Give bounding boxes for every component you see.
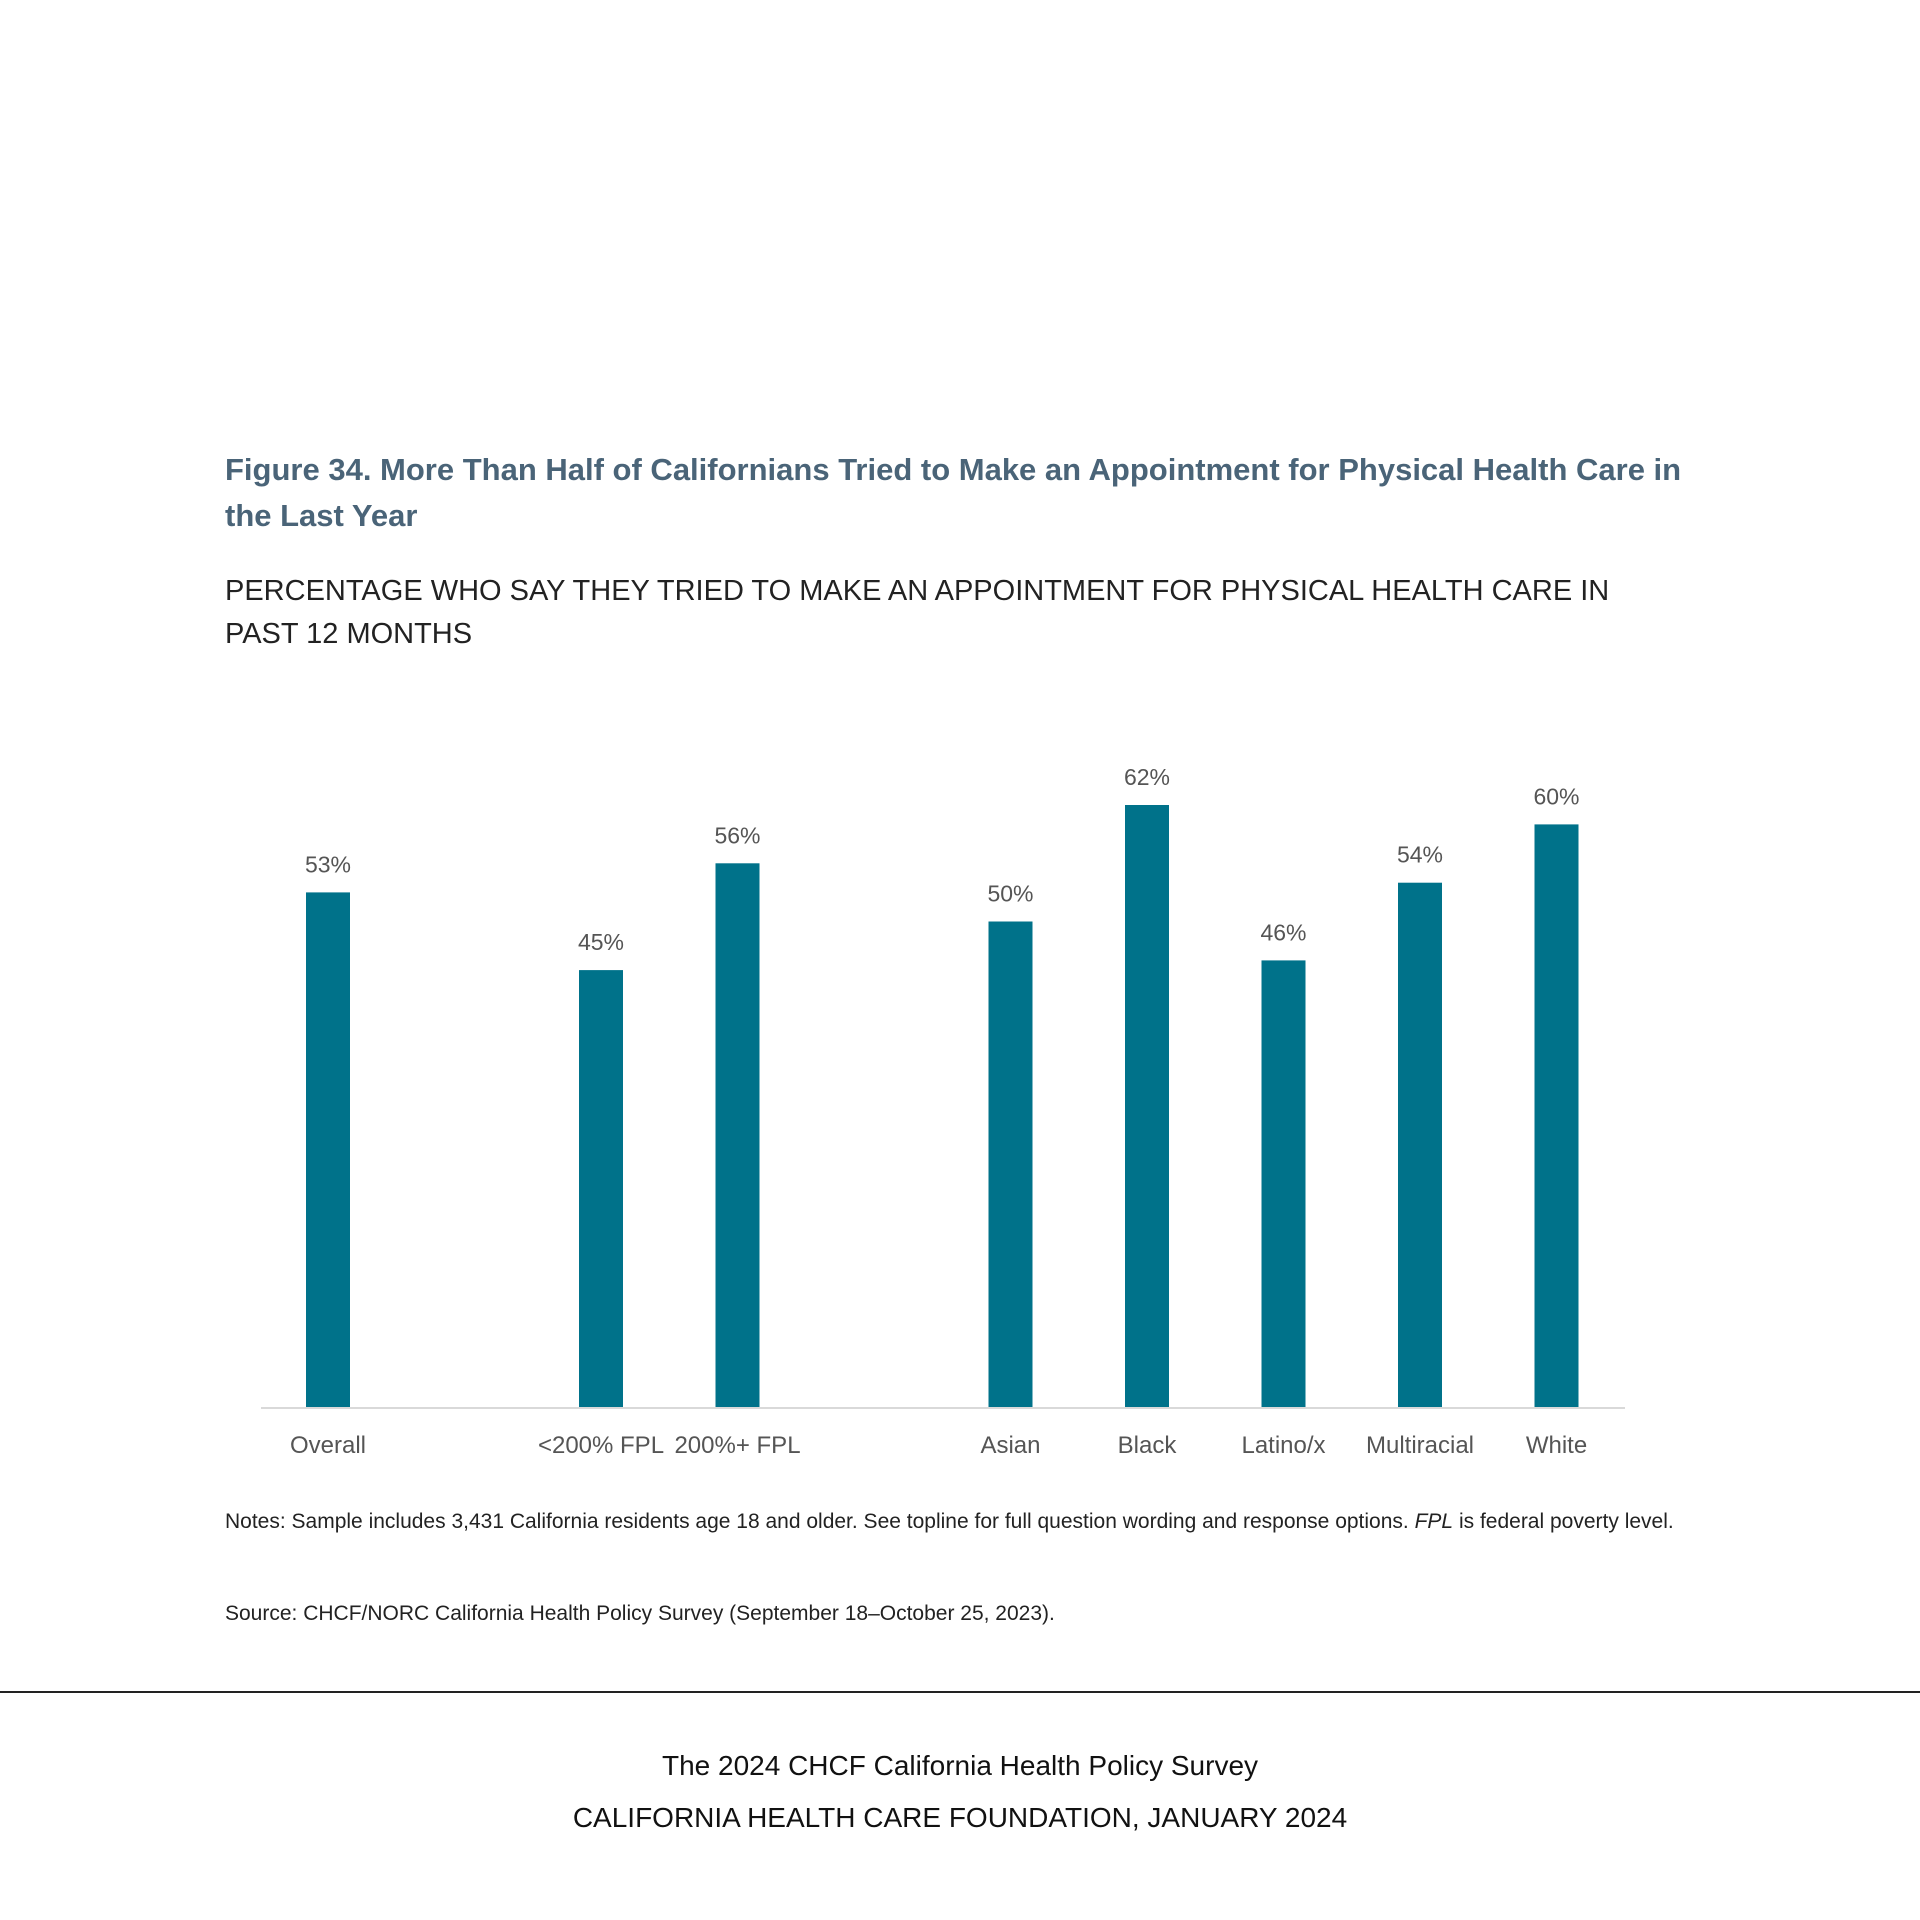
value-label-latino-x: 46%	[1260, 919, 1307, 946]
bar-multiracial	[1398, 883, 1442, 1407]
chart-notes	[225, 1506, 1685, 1537]
footer-divider	[0, 1691, 1920, 1693]
notes-term: FPL	[1414, 1510, 1454, 1533]
notes-suffix: is federal poverty level.	[1453, 1510, 1674, 1533]
footer-report-title: The 2024 CHCF California Health Policy Survey	[661, 1750, 1259, 1781]
value-label-white: 60%	[1533, 783, 1580, 810]
figure-title: Figure 34. More Than Half of Californians Tried to Make an Appointment for Physical Health Care in the Last Year	[225, 452, 1682, 533]
value-label-overall: 53%	[304, 851, 352, 878]
bar-overall	[306, 892, 350, 1407]
value-label-200-fpl: 56%	[714, 822, 761, 849]
value-label-200-fpl: 45%	[577, 929, 625, 956]
chart-subtitle: PERCENTAGE WHO SAY THEY TRIED TO MAKE AN APPOINTMENT FOR PHYSICAL HEALTH CARE IN PAST 12 MONTHS	[225, 575, 1610, 650]
value-label-black: 62%	[1123, 764, 1171, 790]
category-label-200-fpl: 200%+ FPL	[674, 1432, 801, 1459]
category-label-200-fpl: <200% FPL	[537, 1432, 665, 1459]
category-label-multiracial: Multiracial	[1365, 1432, 1475, 1459]
category-label-asian: Asian	[980, 1432, 1041, 1459]
value-label-multiracial: 54%	[1396, 841, 1444, 868]
category-label-latino-x: Latino/x	[1241, 1432, 1326, 1459]
bar-asian	[989, 922, 1033, 1408]
chart-source: Source: CHCF/NORC California Health Policy Survey (September 18–October 25, 2023).	[225, 1602, 1055, 1625]
value-label-asian: 50%	[987, 880, 1034, 907]
bar-black	[1125, 805, 1169, 1407]
bar-latino-x	[1262, 960, 1306, 1407]
footer-publisher: CALIFORNIA HEALTH CARE FOUNDATION, JANUARY 2024	[572, 1802, 1348, 1833]
category-label-overall: Overall	[289, 1432, 367, 1459]
category-label-white: White	[1525, 1432, 1588, 1459]
bar-200-fpl	[716, 863, 760, 1407]
bar-white	[1535, 824, 1579, 1407]
category-label-black: Black	[1117, 1432, 1177, 1459]
bar-200-fpl	[579, 970, 623, 1407]
notes-prefix: Notes: Sample includes 3,431 California residents age 18 and older. See topline for full question wording and response options.	[225, 1510, 1415, 1533]
